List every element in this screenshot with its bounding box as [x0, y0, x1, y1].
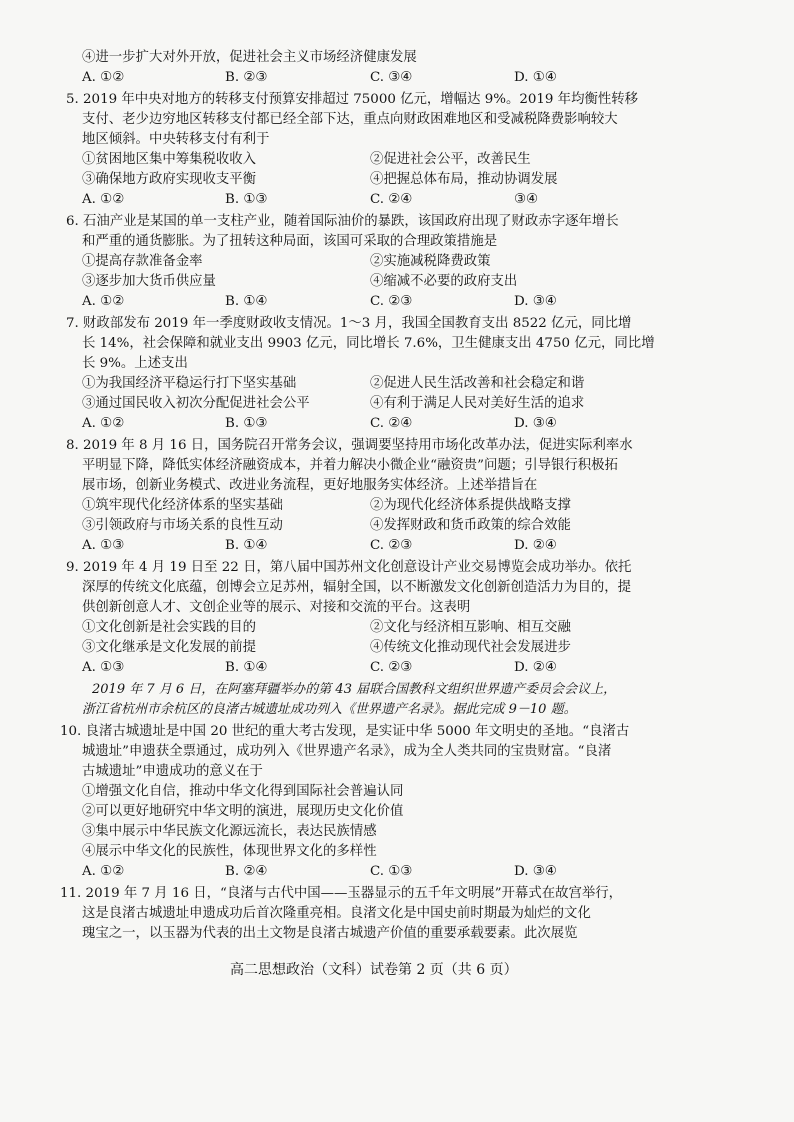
q7-item-4: ④有利于满足人民对美好生活的追求 [370, 396, 585, 411]
q9-option-c: C. ②③ [370, 660, 413, 675]
q6-option-c: C. ②③ [370, 294, 413, 309]
q8-item-2: ②为现代化经济体系提供战略支撑 [370, 498, 571, 513]
q10-item-1: ①增强文化自信，推动中华文化得到国际社会普遍认同 [82, 784, 404, 799]
q8-option-c: C. ②③ [370, 538, 413, 553]
q7-option-b: B. ①③ [225, 416, 268, 431]
q10-item-2: ②可以更好地研究中华文明的演进，展现历史文化价值 [82, 804, 404, 819]
q10-stem-line-1: 10. 良渚古城遗址是中国 20 世纪的重大考古发现，是实证中华 5000 年文明史的圣地。“良渚古 [60, 724, 630, 739]
q9-item-1: ①文化创新是社会实践的目的 [82, 620, 257, 635]
material-intro-line-2: 浙江省杭州市余杭区的良渚古城遗址成功列入《世界遗产名录》。据此完成 9－10 题。 [82, 702, 577, 717]
page-footer: 高二思想政治（文科）试卷第 2 页（共 6 页） [230, 962, 518, 978]
q6-stem-line-1: 6. 石油产业是某国的单一支柱产业，随着国际油价的暴跌，该国政府出现了财政赤字逐年增长 [66, 214, 619, 229]
q6-item-1: ①提高存款准备金率 [82, 254, 203, 269]
q10-item-3: ③集中展示中华民族文化源远流长，表达民族情感 [82, 824, 377, 839]
q8-item-3: ③引领政府与市场关系的良性互动 [82, 518, 283, 533]
q8-stem-line-1: 8. 2019 年 8 月 16 日，国务院召开常务会议，强调要坚持用市场化改革办法，促进实际利率水 [66, 438, 633, 453]
q5-option-a: A. ①② [82, 192, 125, 207]
q7-stem-line-3: 长 9%。上述支出 [82, 356, 188, 371]
q4-option-d: D. ①④ [514, 70, 557, 85]
q4-option-c: C. ③④ [370, 70, 413, 85]
q7-option-a: A. ①② [82, 416, 125, 431]
q6-item-2: ②实施减税降费政策 [370, 254, 491, 269]
q5-stem-line-3: 地区倾斜。中央转移支付有利于 [82, 132, 270, 147]
q9-item-2: ②文化与经济相互影响、相互交融 [370, 620, 571, 635]
q10-stem-line-2: 城遗址”申遗获全票通过，成功列入《世界遗产名录》，成为全人类共同的宝贵财富。“良渚 [82, 744, 612, 759]
q4-item-4: ④进一步扩大对外开放，促进社会主义市场经济健康发展 [82, 50, 417, 65]
q6-option-a: A. ①② [82, 294, 125, 309]
q6-option-b: B. ①④ [225, 294, 268, 309]
q5-option-d: ③④ [514, 192, 539, 207]
q5-item-3: ③确保地方政府实现收支平衡 [82, 172, 257, 187]
q8-stem-line-2: 平明显下降，降低实体经济融资成本，并着力解决小微企业“融资贵”问题；引导银行积极拓 [82, 458, 618, 473]
q5-item-1: ①贫困地区集中筹集税收收入 [82, 152, 257, 167]
q8-stem-line-3: 展市场，创新业务模式、改进业务流程，更好地服务实体经济。上述举措旨在 [82, 478, 538, 493]
q9-stem-line-3: 供创新创意人才、文创企业等的展示、对接和交流的平台。这表明 [82, 600, 471, 615]
q7-item-1: ①为我国经济平稳运行打下坚实基础 [82, 376, 297, 391]
q10-stem-line-3: 古城遗址”申遗成功的意义在于 [82, 764, 263, 779]
q8-option-a: A. ①③ [82, 538, 125, 553]
q10-option-a: A. ①② [82, 864, 125, 879]
q6-item-4: ④缩减不必要的政府支出 [370, 274, 518, 289]
q9-option-b: B. ①④ [225, 660, 268, 675]
q10-option-c: C. ①③ [370, 864, 413, 879]
q5-item-2: ②促进社会公平，改善民生 [370, 152, 531, 167]
q6-item-3: ③逐步加大货币供应量 [82, 274, 216, 289]
q7-stem-line-1: 7. 财政部发布 2019 年一季度财政收支情况。1～3 月，我国全国教育支出 8522 亿元，同比增 [66, 316, 632, 331]
q9-item-3: ③文化继承是文化发展的前提 [82, 640, 257, 655]
q7-item-2: ②促进人民生活改善和社会稳定和谐 [370, 376, 585, 391]
q8-item-1: ①筑牢现代化经济体系的坚实基础 [82, 498, 283, 513]
q4-option-b: B. ②③ [225, 70, 268, 85]
q7-item-3: ③通过国民收入初次分配促进社会公平 [82, 396, 310, 411]
q10-item-4: ④展示中华文化的民族性，体现世界文化的多样性 [82, 844, 377, 859]
q8-item-4: ④发挥财政和货币政策的综合效能 [370, 518, 571, 533]
q11-stem-line-1: 11. 2019 年 7 月 16 日，“良渚与古代中国——玉器显示的五千年文明展”开幕式在故宫举行， [60, 886, 623, 901]
q4-option-a: A. ①② [82, 70, 125, 85]
q7-option-c: C. ②④ [370, 416, 413, 431]
q11-stem-line-2: 这是良渚古城遗址申遗成功后首次隆重亮相。良渚文化是中国史前时期最为灿烂的文化 [82, 906, 591, 921]
q10-option-b: B. ②④ [225, 864, 268, 879]
q5-stem-line-2: 支付、老少边穷地区转移支付都已经全部下达，重点向财政困难地区和受减税降费影响较大 [82, 112, 618, 127]
q7-option-d: D. ③④ [514, 416, 557, 431]
q9-option-a: A. ①③ [82, 660, 125, 675]
q5-item-4: ④把握总体布局，推动协调发展 [370, 172, 558, 187]
q8-option-d: D. ②④ [514, 538, 557, 553]
q8-option-b: B. ①④ [225, 538, 268, 553]
material-intro-line-1: 2019 年 7 月 6 日，在阿塞拜疆举办的第 43 届联合国教科文组织世界遗产委员会会议上， [92, 682, 617, 697]
q11-stem-line-3: 瑰宝之一，以玉器为代表的出土文物是良渚古城遗产价值的重要承载要素。此次展览 [82, 926, 578, 941]
q7-stem-line-2: 长 14%，社会保障和就业支出 9903 亿元，同比增长 7.6%，卫生健康支出 4750 亿元，同比增 [82, 336, 655, 351]
q10-option-d: D. ③④ [514, 864, 557, 879]
q9-option-d: D. ②④ [514, 660, 557, 675]
q5-option-c: C. ②④ [370, 192, 413, 207]
q5-option-b: B. ①③ [225, 192, 268, 207]
q6-option-d: D. ③④ [514, 294, 557, 309]
q9-stem-line-2: 深厚的传统文化底蕴，创博会立足苏州，辐射全国，以不断激发文化创新创造活力为目的，提 [82, 580, 632, 595]
q5-stem-line-1: 5. 2019 年中央对地方的转移支付预算安排超过 75000 亿元，增幅达 9%。2019 年均衡性转移 [66, 92, 639, 107]
q9-item-4: ④传统文化推动现代社会发展进步 [370, 640, 571, 655]
q6-stem-line-2: 和严重的通货膨胀。为了扭转这种局面，该国可采取的合理政策措施是 [82, 234, 498, 249]
q9-stem-line-1: 9. 2019 年 4 月 19 日至 22 日，第八届中国苏州文化创意设计产业交易博览会成功举办。依托 [66, 560, 632, 575]
